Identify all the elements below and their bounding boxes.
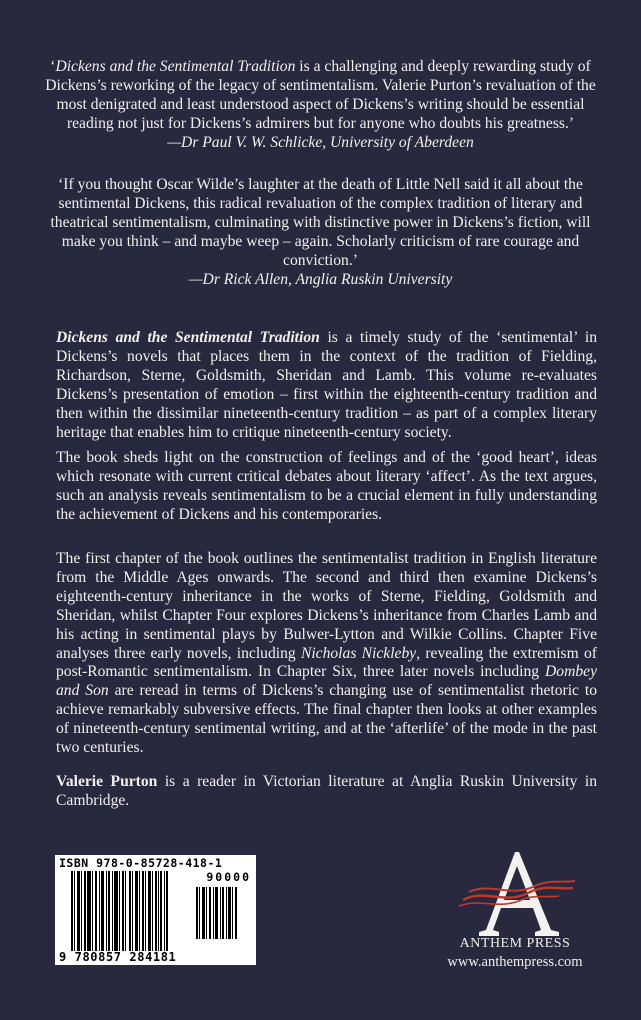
novel-title: Dombey and Son	[56, 663, 597, 700]
review-quote-2	[40, 176, 601, 289]
barcode-bars	[71, 871, 168, 951]
novel-title: Nicholas Nickleby	[300, 644, 417, 662]
quote-text: ‘If you thought Oscar Wilde’s laughter at the death of Little Nell said it all about the sentimental Dickens, this radical revaluation of the complex tradition of literary and theatrical sentimentalism, culminating with distinctive power in Dickens’s fiction, will make you think – and maybe weep – again. Scholarly criticism of rare courage and conviction.’	[50, 176, 591, 269]
barcode-digits: 9 780857 284181	[59, 950, 177, 964]
description-paragraph-3: The first chapter of the book outlines the sentimentalist tradition in English literature from the Middle Ages onwards. The second and third then examine Dickens’s eighteenth-century inheritance in the works of Sterne, Fielding, Goldsmith and Sheridan, whilst Chapter Four explores Dickens’s inheritance from Charles Lamb and his acting in sentimental plays by Bulwer-Lytton and Wilkie Collins. Chapter Five analyses three early novels, including Nicholas Nickleby, revealing the extremism of post-Romantic sentimentalism. In Chapter Six, three later novels including Dombey and Son are reread in terms of Dickens’s changing use of sentimentalist rhetoric to achieve remarkably subversive effects. The final chapter then looks at other examples of nineteenth-century sentimental writing, and at the ‘afterlife’ of the mode in the past two centuries.	[56, 550, 597, 757]
publisher-name: ANTHEM PRESS	[459, 936, 571, 951]
quote-attribution: —Dr Rick Allen, Anglia Ruskin University	[188, 270, 453, 288]
author-bio: Valerie Purton is a reader in Victorian literature at Anglia Ruskin University in Cambridge.	[56, 773, 597, 809]
description-paragraph-1: Dickens and the Sentimental Tradition is a timely study of the ‘sentimental’ in Dickens’s novels that places them in the context of the tradition of Fielding, Richardson, Sterne, Goldsmith, Sheridan and Lamb. This volume re-evaluates Dickens’s presentation of emotion – first within the eighteenth-century tradition and then within the dissimilar nineteenth-century tradition – as part of a complex literary heritage that enables him to critique nineteenth-century society.	[56, 329, 597, 441]
publisher-website[interactable]: www.anthempress.com	[447, 954, 583, 970]
isbn-label: ISBN 978-0-85728-418-1	[59, 856, 223, 870]
book-title: Dickens and the Sentimental Tradition	[56, 329, 320, 346]
quote-text: ‘Dickens and the Sentimental Tradition is a challenging and deeply rewarding study of Dickens’s reworking of the legacy of sentimentalism. Valerie Purton’s revaluation of the most denigrated and least understood aspect of Dickens’s writing should be essential reading not just for Dickens’s admirers but for anyone who doubts his greatness.’	[45, 58, 596, 132]
isbn-barcode	[55, 855, 256, 965]
review-quote-1	[40, 58, 601, 153]
description-paragraph-2: The book sheds light on the construction of feelings and of the ‘good heart’, ideas which resonate with current critical debates about literary ‘affect’. As the text argues, such an analysis reveals sentimentalism to be a crucial element in fully understanding the achievement of Dickens and his contemporaries.	[56, 449, 597, 523]
quote-attribution: —Dr Paul V. W. Schlicke, University of Aberdeen	[167, 133, 474, 151]
author-name: Valerie Purton	[56, 773, 158, 790]
book-title: Dickens and the Sentimental Tradition	[55, 58, 296, 75]
addon-barcode-bars	[196, 887, 237, 939]
anthem-a-logo-icon	[455, 848, 580, 938]
price-code: 90000	[206, 870, 251, 884]
